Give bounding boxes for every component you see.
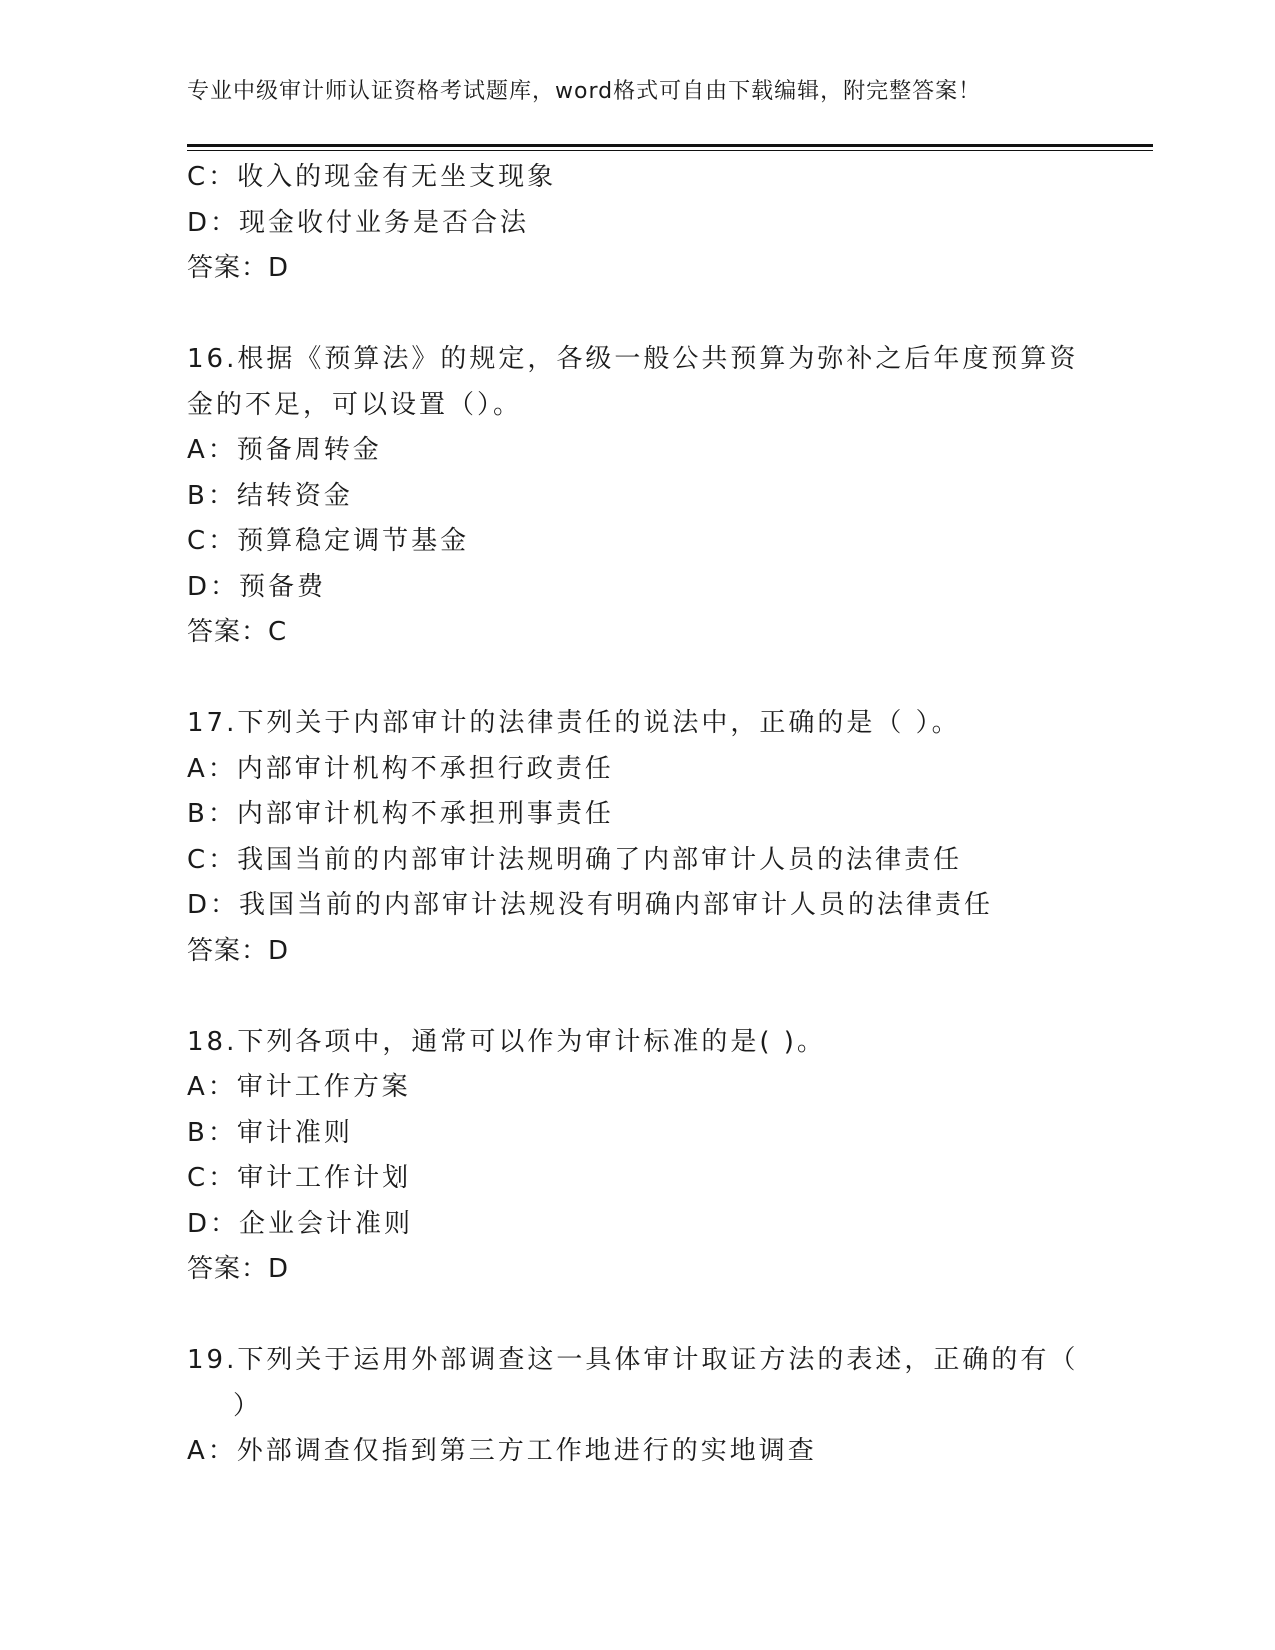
option-c: C：预算稳定调节基金 <box>187 526 470 556</box>
answer-line: 答案：D <box>187 935 290 966</box>
option-a: A：审计工作方案 <box>187 1072 411 1102</box>
spacer <box>187 292 1067 338</box>
option-d: D：预备费 <box>187 571 327 602</box>
question-16 <box>187 337 1079 656</box>
question-stem-continued: 金的不足，可以设置（）。 <box>187 389 523 420</box>
spacer <box>187 656 1067 702</box>
question-18 <box>187 1020 1067 1293</box>
header-rule-thin <box>187 150 1153 151</box>
question-content <box>187 155 1079 1475</box>
question-stem: 17.下列关于内部审计的法律责任的说法中，正确的是（ ）。 <box>187 708 961 738</box>
option-d: D：现金收付业务是否合法 <box>187 207 530 238</box>
question-stem: 16.根据《预算法》的规定，各级一般公共预算为弥补之后年度预算资 <box>187 344 1079 374</box>
question-17 <box>187 701 1067 974</box>
option-c: C：我国当前的内部审计法规明确了内部审计人员的法律责任 <box>187 844 963 875</box>
question-stem: 19.下列关于运用外部调查这一具体审计取证方法的表述，正确的有（ <box>187 1345 1079 1375</box>
option-a: A：内部审计机构不承担行政责任 <box>187 753 614 784</box>
question-stem: 18.下列各项中，通常可以作为审计标准的是( )。 <box>187 1026 826 1057</box>
spacer <box>187 1293 1067 1339</box>
option-d: D：我国当前的内部审计法规没有明确内部审计人员的法律责任 <box>187 890 994 920</box>
question-19 <box>187 1338 1079 1475</box>
question-15-tail <box>187 155 1067 292</box>
question-stem-continued: ） <box>233 1390 263 1421</box>
header-rule-thick <box>187 144 1153 147</box>
option-c: C：审计工作计划 <box>187 1163 412 1193</box>
answer-line: 答案：D <box>187 1254 290 1284</box>
answer-line: 答案：C <box>187 617 288 647</box>
option-a: A：预备周转金 <box>187 435 382 465</box>
page-header: 专业中级审计师认证资格考试题库，word格式可自由下载编辑，附完整答案！ <box>187 79 982 104</box>
option-a: A：外部调查仅指到第三方工作地进行的实地调查 <box>187 1436 817 1466</box>
option-c: C：收入的现金有无坐支现象 <box>187 162 557 192</box>
option-d: D：企业会计准则 <box>187 1208 414 1239</box>
answer-line: 答案：D <box>187 253 290 283</box>
option-b: B：内部审计机构不承担刑事责任 <box>187 799 614 829</box>
option-b: B：结转资金 <box>187 480 353 511</box>
spacer <box>187 974 1067 1020</box>
option-b: B：审计准则 <box>187 1117 353 1148</box>
